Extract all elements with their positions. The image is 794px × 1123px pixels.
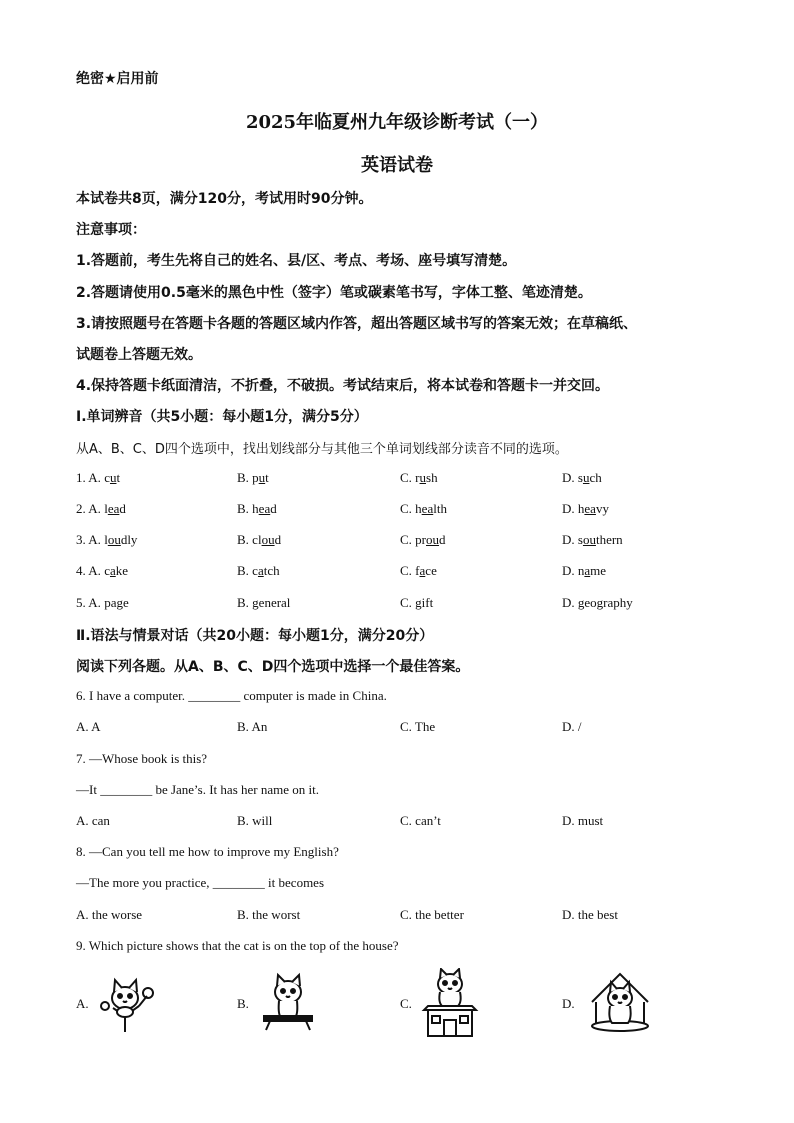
word-part: sh: [426, 470, 438, 485]
word-part: d: [439, 532, 446, 547]
option-a: [76, 470, 120, 486]
underlined-part: ou: [107, 532, 121, 547]
option-b: [237, 532, 281, 548]
option-letter: C.: [400, 595, 416, 610]
word-part: eography: [584, 595, 633, 610]
word-part: pr: [415, 532, 427, 547]
word-part: s: [577, 470, 583, 485]
option-d: [562, 563, 606, 579]
word-part: thern: [595, 532, 623, 547]
option-b: [237, 563, 280, 579]
option-c: C. the better: [400, 907, 464, 922]
option-a: A. can: [76, 813, 110, 828]
underlined-part: a: [257, 563, 264, 578]
word-part: c: [104, 470, 110, 485]
option-d: D. /: [562, 719, 582, 734]
option-a: [76, 501, 126, 517]
word-part: dly: [120, 532, 138, 547]
option-letter: A.: [88, 595, 105, 610]
underlined-part: g: [415, 595, 422, 610]
cat-on-house-picture: [420, 968, 480, 1038]
word-part: tch: [263, 563, 280, 578]
word-part: vy: [595, 501, 609, 516]
word-part: c: [252, 563, 258, 578]
question-7-stem: 7. —Whose book is this?: [76, 751, 208, 766]
option-c: [400, 595, 433, 611]
notice-title: 注意事项：: [76, 222, 146, 238]
option-d: D. the best: [562, 907, 618, 922]
word-part: t: [116, 470, 121, 485]
option-letter: B.: [237, 563, 253, 578]
word-part: h: [252, 501, 259, 516]
word-part: f: [415, 563, 420, 578]
question-6-stem: 6. I have a computer. ________ computer is made in China.: [76, 688, 387, 703]
underlined-part: ea: [421, 501, 434, 516]
option-letter: B.: [237, 532, 253, 547]
underlined-part: ou: [261, 532, 275, 547]
option-a: A. the worse: [76, 907, 143, 922]
word-part: ch: [589, 470, 602, 485]
question-8-line2: —The more you practice, ________ it becomes: [76, 875, 325, 890]
option-d: [562, 595, 633, 611]
notice-item: 4.保持答题卡纸面清洁，不折叠，不破损。考试结束后，将本试卷和答题卡一并交回。: [76, 378, 610, 394]
word-part: l: [104, 532, 108, 547]
notice-item: 试题卷上答题无效。: [76, 347, 202, 363]
option-b: [237, 501, 277, 517]
option-letter: A.: [88, 501, 105, 516]
underlined-part: ou: [582, 532, 596, 547]
option-letter: D.: [562, 501, 578, 516]
word-part: pa: [104, 595, 117, 610]
underlined-part: ea: [107, 501, 120, 516]
section1-instruction: 从A、B、C、D四个选项中，找出划线部分与其他三个单词划线部分读音不同的选项。: [76, 442, 568, 457]
word-part: c: [104, 563, 110, 578]
word-part: ke: [115, 563, 129, 578]
option-letter: A.: [88, 563, 105, 578]
option-letter: C.: [400, 501, 416, 516]
underlined-part: g: [252, 595, 259, 610]
word-part: ift: [421, 595, 434, 610]
option-b: [237, 595, 290, 611]
option-letter: D.: [562, 563, 578, 578]
word-part: t: [265, 470, 269, 485]
secret-label: 绝密★启用前: [76, 71, 159, 87]
option-letter: A.: [88, 532, 105, 547]
option-letter: A.: [88, 470, 105, 485]
word-part: h: [577, 501, 585, 516]
option-a: [76, 532, 137, 548]
word-part: eneral: [258, 595, 291, 610]
word-part: d: [270, 501, 277, 516]
word-part: h: [415, 501, 422, 516]
underlined-part: ea: [258, 501, 271, 516]
option-c: C. can’t: [400, 813, 441, 828]
underlined-part: a: [584, 563, 591, 578]
option-d: [562, 470, 602, 486]
word-part: lth: [433, 501, 447, 516]
word-part: l: [104, 501, 108, 516]
question-9-stem: 9. Which picture shows that the cat is on the top of the house?: [76, 938, 399, 953]
word-part: d: [119, 501, 126, 516]
notice-item: 2.答题请使用0.5毫米的黑色中性（签字）笔或碳素笔书写，字体工整、笔迹清楚。: [76, 285, 592, 301]
notice-item: 1.答题前，考生先将自己的姓名、县/区、考点、考场、座号填写清楚。: [76, 253, 517, 269]
question-number: 5.: [76, 595, 86, 610]
underlined-part: u: [419, 470, 427, 485]
question-8-stem: 8. —Can you tell me how to improve my English?: [76, 844, 339, 859]
option-letter: D.: [562, 532, 578, 547]
option-b: [237, 470, 269, 486]
underlined-part: ea: [584, 501, 596, 516]
word-part: ce: [425, 563, 437, 578]
word-part: d: [274, 532, 282, 547]
option-letter: B.: [237, 501, 253, 516]
cat-on-tree-picture: [95, 972, 161, 1034]
intro-line: 本试卷共8页，满分120分，考试用时90分钟。: [76, 191, 373, 207]
option-a: [76, 595, 129, 611]
underlined-part: a: [419, 563, 426, 578]
section2-title: Ⅱ.语法与情景对话（共20小题：每小题1分，满分20分）: [76, 628, 434, 644]
question-number: 4.: [76, 563, 86, 578]
option-letter: B.: [237, 470, 253, 485]
word-part: n: [577, 563, 585, 578]
option-c: [400, 532, 446, 548]
notice-item: 3.请按照题号在答题卡各题的答题区域内作答，超出答题区域书写的答案无效；在草稿纸、: [76, 316, 638, 332]
cat-on-table-picture: [258, 972, 320, 1034]
option-b: B. the worst: [237, 907, 301, 922]
option-letter: D.: [562, 470, 578, 485]
exam-subject: 英语试卷: [361, 155, 433, 176]
question-number: 1.: [76, 470, 86, 485]
picture-label-b: B.: [237, 996, 249, 1011]
cat-in-house-picture: [586, 968, 654, 1034]
picture-label-a: A.: [76, 996, 89, 1011]
word-part: me: [590, 563, 607, 578]
option-a: [76, 563, 128, 579]
option-letter: C.: [400, 470, 416, 485]
underlined-part: a: [109, 563, 116, 578]
option-letter: D.: [562, 595, 578, 610]
word-part: e: [122, 595, 129, 610]
option-c: [400, 501, 447, 517]
option-b: B. will: [237, 813, 273, 828]
option-c: [400, 563, 437, 579]
section2-instruction: 阅读下列各题。从A、B、C、D四个选项中选择一个最佳答案。: [76, 659, 470, 675]
word-part: p: [252, 470, 259, 485]
section1-title: I.单词辨音（共5小题：每小题1分，满分5分）: [76, 409, 368, 425]
underlined-part: g: [116, 595, 123, 610]
underlined-part: ou: [426, 532, 440, 547]
option-d: [562, 501, 609, 517]
option-d: [562, 532, 623, 548]
picture-label-d: D.: [562, 996, 575, 1011]
option-letter: B.: [237, 595, 253, 610]
question-number: 3.: [76, 532, 86, 547]
option-d: D. must: [562, 813, 604, 828]
option-a: A. A: [76, 719, 101, 734]
word-part: r: [415, 470, 420, 485]
underlined-part: u: [258, 470, 266, 485]
question-number: 2.: [76, 501, 86, 516]
picture-label-c: C.: [400, 996, 412, 1011]
option-letter: C.: [400, 563, 416, 578]
underlined-part: u: [109, 470, 117, 485]
option-b: B. An: [237, 719, 268, 734]
option-c: C. The: [400, 719, 436, 734]
word-part: s: [577, 532, 583, 547]
underlined-part: u: [582, 470, 590, 485]
option-letter: C.: [400, 532, 416, 547]
exam-title: 2025年临夏州九年级诊断考试（一）: [245, 112, 549, 133]
option-c: [400, 470, 438, 486]
question-7-line2: —It ________ be Jane’s. It has her name on it.: [76, 782, 319, 797]
underlined-part: g: [577, 595, 585, 610]
word-part: cl: [252, 532, 262, 547]
